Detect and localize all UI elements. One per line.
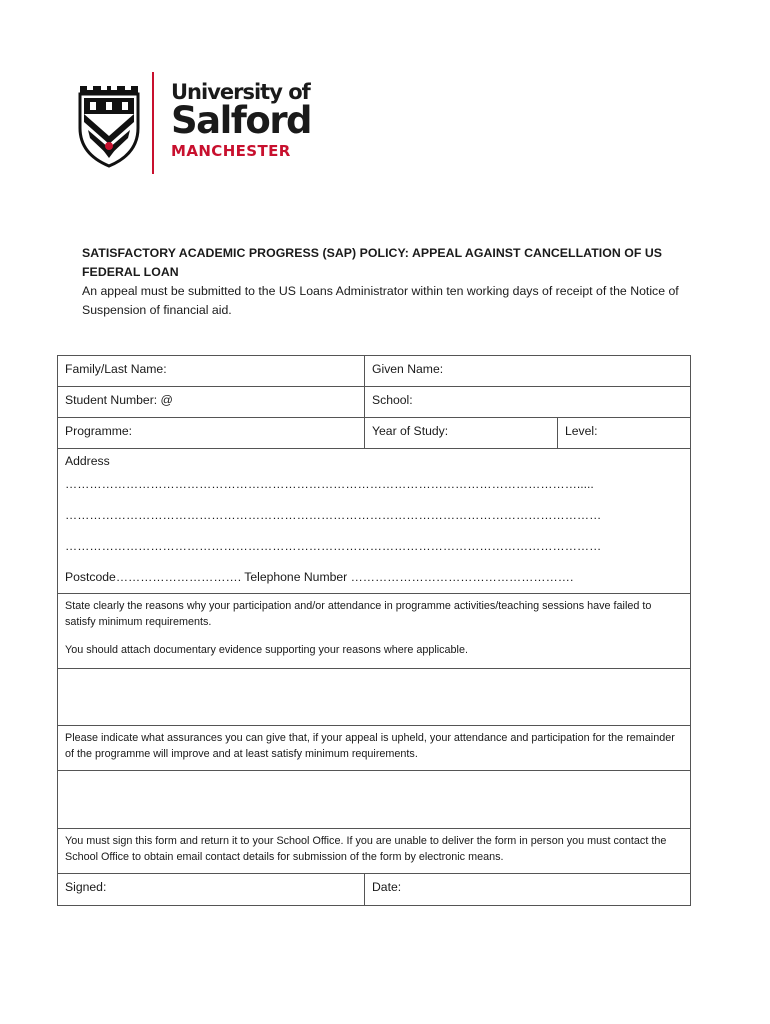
postcode-telephone-line[interactable]: Postcode…………………………. Telephone Number ………………………………………………. xyxy=(65,570,574,584)
form-header xyxy=(82,244,702,320)
student-number-field[interactable]: Student Number: @ xyxy=(65,393,173,407)
address-label: Address xyxy=(65,454,110,468)
appeal-form xyxy=(57,355,691,906)
name-row xyxy=(58,356,690,387)
signed-field[interactable]: Signed: xyxy=(65,880,107,894)
year-of-study-field[interactable]: Year of Study: xyxy=(364,418,557,448)
university-crest-icon xyxy=(78,84,140,168)
wordmark-line2: Salford xyxy=(171,99,312,142)
intro-text-line2: Suspension of financial aid. xyxy=(82,303,232,317)
address-line-2[interactable]: …………………………………………………………………………………………………………………… xyxy=(65,508,602,522)
submission-prompt-section xyxy=(58,829,690,874)
reasons-prompt: State clearly the reasons why your participation and/or attendance in programme activities/teaching sessions have failed to satisfy minimum requirements. xyxy=(65,600,652,628)
university-logo xyxy=(78,70,338,176)
address-line-3[interactable]: …………………………………………………………………………………………………………………… xyxy=(65,539,602,553)
signature-row xyxy=(58,874,690,905)
assurances-prompt: Please indicate what assurances you can give that, if your appeal is upheld, your attendance and participation for the remainder of the programme will improve and at least satisfy minimum requirements. xyxy=(65,732,675,760)
form-title-line2: FEDERAL LOAN xyxy=(82,265,179,279)
university-wordmark xyxy=(171,80,311,161)
intro-text-line1: An appeal must be submitted to the US Loans Administrator within ten working days of receipt of the Notice of xyxy=(82,284,679,298)
assurances-answer-box[interactable] xyxy=(58,771,690,829)
wordmark-line1: University of xyxy=(171,80,310,104)
student-row xyxy=(58,387,690,418)
date-field[interactable]: Date: xyxy=(364,874,690,905)
programme-field[interactable]: Programme: xyxy=(65,424,133,438)
address-section[interactable] xyxy=(58,449,690,594)
evidence-prompt: You should attach documentary evidence supporting your reasons where applicable. xyxy=(65,644,468,656)
wordmark-line3: MANCHESTER xyxy=(171,142,291,160)
reasons-answer-box[interactable] xyxy=(58,669,690,726)
address-line-1[interactable]: ………………………………………………………………………………………………………………..... xyxy=(65,477,594,491)
level-field[interactable]: Level: xyxy=(557,418,690,448)
family-name-field[interactable]: Family/Last Name: xyxy=(65,362,167,376)
school-field[interactable]: School: xyxy=(364,387,690,417)
programme-row xyxy=(58,418,690,449)
submission-prompt: You must sign this form and return it to your School Office. If you are unable to deliver the form in person you must contact the School Office to obtain email contact details for submission of the form by electronic means. xyxy=(65,835,667,863)
logo-divider xyxy=(152,72,154,174)
assurances-prompt-section xyxy=(58,726,690,771)
form-title-line1: SATISFACTORY ACADEMIC PROGRESS (SAP) POLICY: APPEAL AGAINST CANCELLATION OF US xyxy=(82,246,663,260)
reasons-prompt-section xyxy=(58,594,690,669)
given-name-field[interactable]: Given Name: xyxy=(364,356,690,386)
